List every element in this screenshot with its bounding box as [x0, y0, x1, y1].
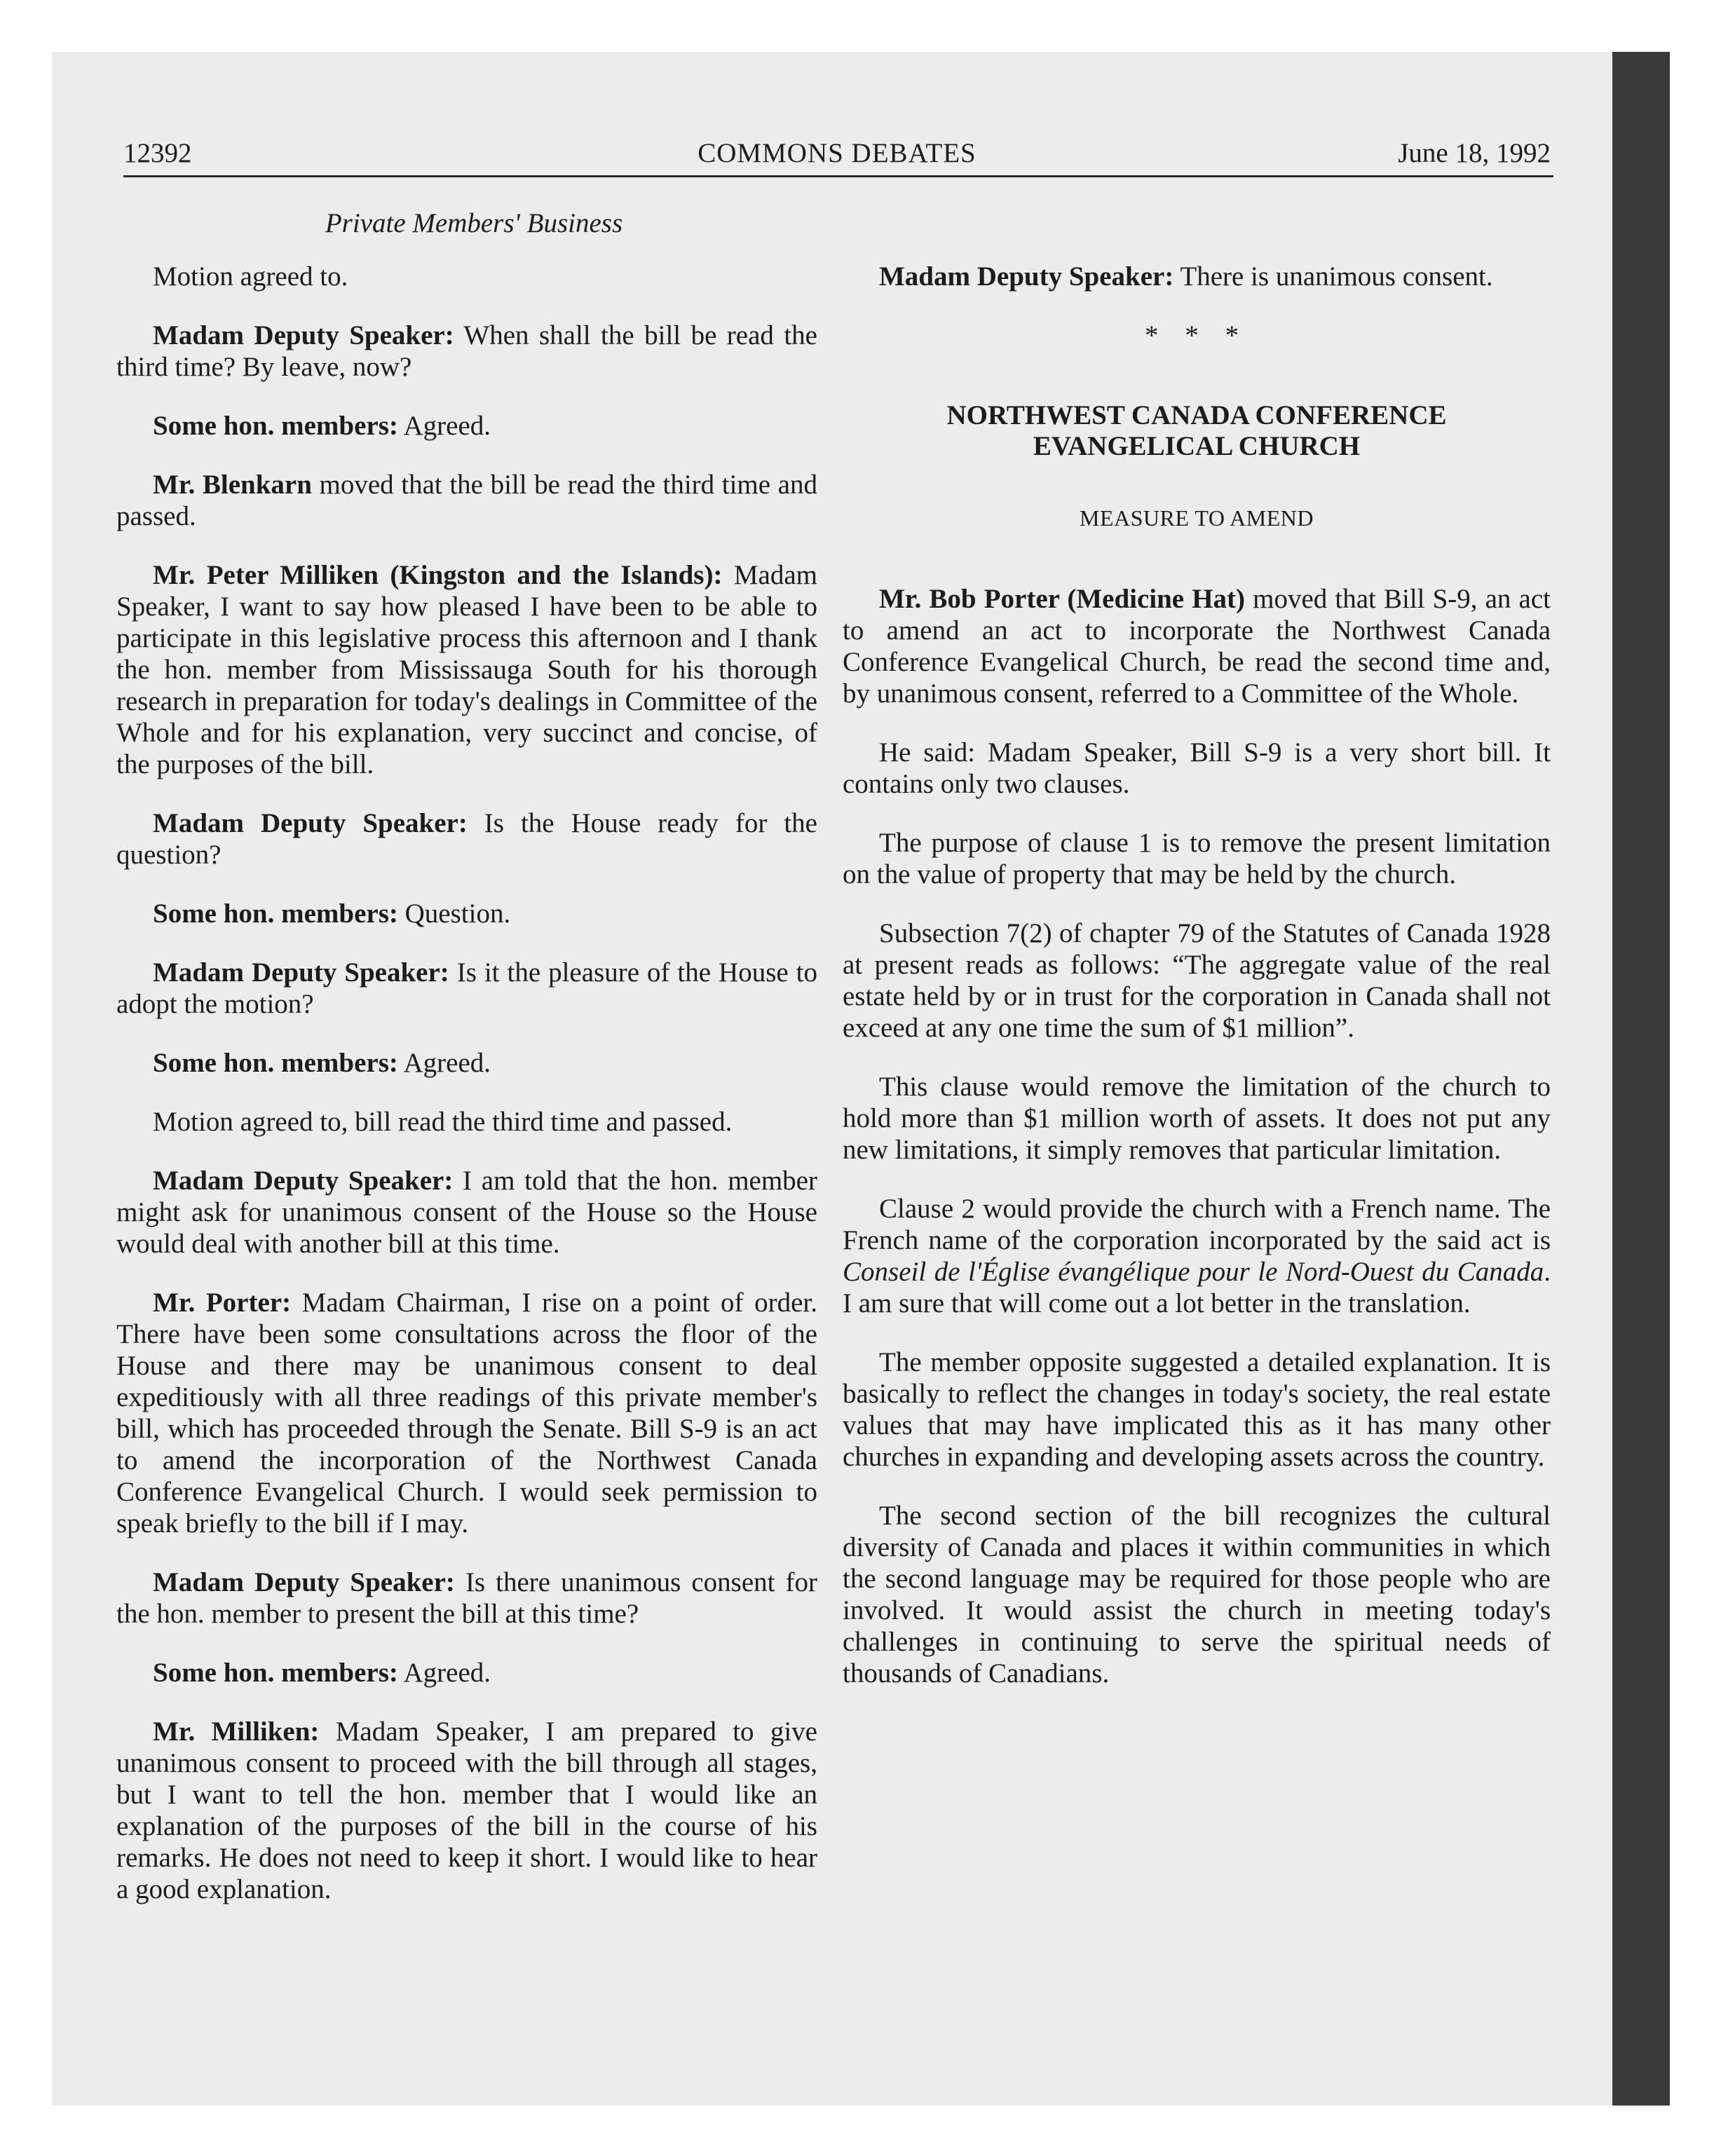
- speaker-name: Mr. Blenkarn: [153, 470, 312, 500]
- speech-text: Madam Speaker, I want to say how pleased I have been to be able to participate in this legislative process this afternoon and I thank the hon. member from Mississauga South for his thorough research in preparation for today's dealings in Committee of the Whole and for his explanation, very succinct and concise, of the purposes of the bill.: [116, 560, 817, 779]
- paragraph: [843, 1500, 1551, 1689]
- speech-text: Subsection 7(2) of chapter 79 of the Statutes of Canada 1928 at present reads as follows: “The aggregate value of the real estate held by or in trust for the corporation in Canada shall not exceed at any one time the sum of $1 million”.: [843, 918, 1551, 1043]
- speaker-name: Some hon. members:: [153, 1658, 398, 1688]
- speech-text: The purpose of clause 1 is to remove the present limitation on the value of property that may be held by the church.: [843, 828, 1551, 889]
- paragraph: [843, 917, 1551, 1044]
- paragraph: [116, 1287, 817, 1539]
- speech-text: Clause 2 would provide the church with a French name. The French name of the corporation incorporated by the said act is: [843, 1194, 1551, 1255]
- paragraph: [116, 1165, 817, 1260]
- speech-text: This clause would remove the limitation of the church to hold more than $1 million worth of assets. It does not put any new limitations, it simply removes that particular limitation.: [843, 1072, 1551, 1165]
- speaker-name: Some hon. members:: [153, 411, 398, 441]
- speaker-name: Madam Deputy Speaker:: [879, 261, 1174, 292]
- paragraph: [116, 1047, 817, 1079]
- speech-text: He said: Madam Speaker, Bill S-9 is a very short bill. It contains only two clauses.: [843, 737, 1551, 799]
- scan-edge-shadow: [1612, 52, 1670, 2106]
- speech-text: Motion agreed to, bill read the third time and passed.: [153, 1107, 733, 1137]
- paragraph: [843, 827, 1551, 890]
- paragraph: [843, 583, 1551, 709]
- paragraph: [116, 1106, 817, 1138]
- section-separator: * * *: [1145, 320, 1248, 350]
- speech-text: . I am sure that will come out a lot better in the translation.: [843, 1257, 1551, 1318]
- paragraph: [116, 320, 817, 383]
- paragraph: [116, 559, 817, 780]
- speaker-name: Mr. Bob Porter (Medicine Hat): [879, 584, 1246, 614]
- speech-text: Motion agreed to.: [153, 261, 348, 292]
- paragraph: [116, 957, 817, 1020]
- speech-text: Agreed.: [397, 1658, 491, 1688]
- paragraph: [843, 1193, 1551, 1319]
- speaker-name: Some hon. members:: [153, 899, 398, 929]
- speech-text: Is it the pleasure of the House to adopt the motion?: [116, 957, 817, 1019]
- speaker-name: Madam Deputy Speaker:: [153, 1567, 455, 1597]
- left-column: [116, 261, 817, 1932]
- page-header: [123, 137, 1551, 172]
- speaker-name: Madam Deputy Speaker:: [153, 957, 449, 988]
- paragraph: [116, 807, 817, 871]
- speech-text: Agreed.: [397, 1048, 491, 1078]
- speech-text: There is unanimous consent.: [1173, 261, 1493, 292]
- speaker-name: Madam Deputy Speaker:: [153, 808, 468, 838]
- speech-text: Is there unanimous consent for the hon. member to present the bill at this time?: [116, 1567, 817, 1629]
- speaker-name: Mr. Milliken:: [153, 1717, 320, 1747]
- speech-text: When shall the bill be read the third time? By leave, now?: [116, 320, 817, 382]
- publication-title: COMMONS DEBATES: [698, 138, 977, 168]
- speaker-name: Madam Deputy Speaker:: [153, 1166, 454, 1196]
- paragraph: [843, 261, 1551, 292]
- section-label: Private Members' Business: [325, 208, 623, 238]
- page-number: 12392: [123, 138, 192, 168]
- speaker-name: Some hon. members:: [153, 1048, 398, 1078]
- paragraph: [843, 1346, 1551, 1473]
- heading-line: EVANGELICAL CHURCH: [1033, 431, 1361, 461]
- speech-text: moved that the bill be read the third time and passed.: [116, 470, 817, 531]
- paragraph: [116, 1567, 817, 1630]
- speech-text: moved that Bill S-9, an act to amend an act to incorporate the Northwest Canada Conference Evangelical Church, be read the second time and, by unanimous consent, referred to a Committee of the Whole.: [843, 584, 1551, 709]
- speaker-name: Mr. Porter:: [153, 1288, 292, 1318]
- paragraph: [116, 1657, 817, 1688]
- paragraph: [116, 469, 817, 532]
- speech-text: Is the House ready for the question?: [116, 808, 817, 870]
- speech-text: I am told that the hon. member might ask for unanimous consent of the House so the House would deal with another bill at this time.: [116, 1166, 817, 1259]
- speech-text: Agreed.: [397, 411, 491, 441]
- speech-text: Madam Chairman, I rise on a point of order. There have been some consultations across the floor of the House and there may be unanimous consent to deal expeditiously with all three readings of this private member's bill, which has proceeded through the Senate. Bill S-9 is an act to amend the incorporation of the Northwest Canada Conference Evangelical Church. I would seek permission to speak briefly to the bill if I may.: [116, 1288, 817, 1538]
- paragraph: [843, 1071, 1551, 1166]
- publication-date: June 18, 1992: [1398, 138, 1551, 168]
- speech-text: The member opposite suggested a detailed explanation. It is basically to reflect the changes in today's society, the real estate values that may have implicated this as it has many other churches in expanding and developing assets across the country.: [843, 1347, 1551, 1472]
- right-column: [843, 261, 1551, 1717]
- section-heading: [843, 400, 1551, 462]
- paragraph: [116, 410, 817, 442]
- speech-text: The second section of the bill recognizes the cultural diversity of Canada and places it within communities in which the second language may be required for those people who are involved. It would assist the church in meeting today's challenges in continuing to serve the spiritual needs of thousands of Canadians.: [843, 1501, 1551, 1688]
- paragraph: [116, 261, 817, 292]
- heading-line: NORTHWEST CANADA CONFERENCE: [946, 400, 1447, 430]
- paragraph: [116, 1716, 817, 1905]
- speech-text: Madam Speaker, I am prepared to give unanimous consent to proceed with the bill through all stages, but I want to tell the hon. member that I would like an explanation of the purposes of the bill in the course of his remarks. He does not need to keep it short. I would like to hear a good explanation.: [116, 1717, 817, 1904]
- section-subheading: MEASURE TO AMEND: [1080, 505, 1314, 531]
- header-rule: [123, 175, 1553, 177]
- paragraph: [116, 898, 817, 929]
- speaker-name: Madam Deputy Speaker:: [153, 320, 454, 350]
- speaker-name: Mr. Peter Milliken (Kingston and the Islands):: [153, 560, 723, 590]
- speech-text: Question.: [397, 899, 511, 929]
- french-name: Conseil de l'Église évangélique pour le Nord-Ouest du Canada: [843, 1257, 1544, 1287]
- paragraph: [843, 737, 1551, 800]
